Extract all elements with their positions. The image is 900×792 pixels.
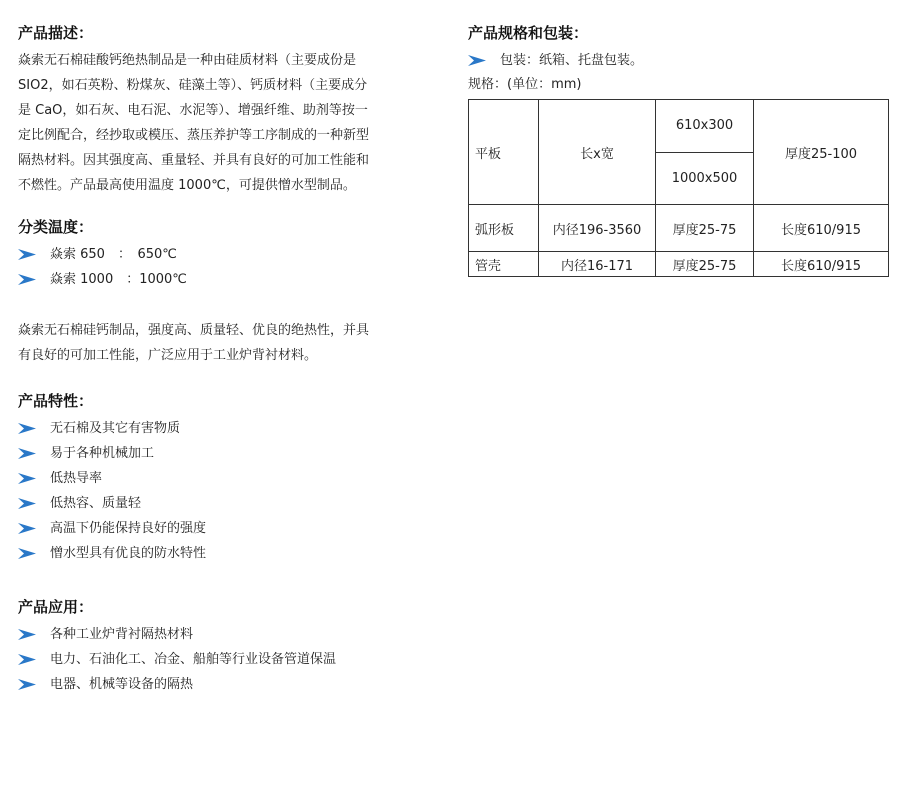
chevron-arrow-icon: [18, 274, 36, 285]
list-item: 憎水型具有优良的防水特性: [18, 541, 418, 566]
table-cell: 弧形板: [469, 205, 539, 252]
description-line: 隔热材料。因其强度高、重量轻、并具有良好的可加工性能和: [18, 153, 370, 168]
table-cell: 平板: [469, 100, 539, 205]
description-title: 产品描述：: [18, 24, 94, 42]
table-cell: 管壳: [469, 252, 539, 277]
chevron-arrow-icon: [18, 679, 36, 690]
table-cell: 内径16-171: [539, 252, 656, 277]
description-line: SIO2，如石英粉、粉煤灰、硅藻土等）、钙质材料（主要成分: [18, 78, 368, 93]
spec-unit-label: 规格：(单位：mm): [468, 77, 582, 92]
left-column: [18, 18, 418, 697]
list-item: 高温下仍能保持良好的强度: [18, 516, 418, 541]
list-item: 低热导率: [18, 466, 418, 491]
chevron-arrow-icon: [18, 249, 36, 260]
list-item: 低热容、质量轻: [18, 491, 418, 516]
chevron-arrow-icon: [18, 654, 36, 665]
table-cell: 长度610/915: [754, 205, 889, 252]
note-line: 焱索无石棉硅钙制品，强度高、质量轻、优良的绝热性，并具: [18, 323, 370, 338]
table-cell: 610x300: [656, 100, 754, 153]
table-row: [469, 252, 889, 277]
temperature-title: 分类温度：: [18, 218, 94, 236]
table-row: [469, 100, 889, 153]
table-cell: 长度610/915: [754, 252, 889, 277]
list-item: 焱索 1000 ：1000℃: [18, 267, 418, 292]
applications-list: [18, 622, 418, 697]
list-item: 电器、机械等设备的隔热: [18, 672, 418, 697]
list-item: 包装：纸箱、托盘包装。: [468, 48, 888, 73]
chevron-arrow-icon: [18, 629, 36, 640]
features-title: 产品特性：: [18, 392, 94, 410]
temperature-note: [18, 318, 418, 368]
list-item: 各种工业炉背衬隔热材料: [18, 622, 418, 647]
chevron-arrow-icon: [18, 548, 36, 559]
list-item: 电力、石油化工、冶金、船舶等行业设备管道保温: [18, 647, 418, 672]
description-text: [18, 48, 418, 198]
table-cell: 厚度25-100: [754, 100, 889, 205]
description-line: 定比例配合，经抄取或模压、蒸压养护等工序制成的一种新型: [18, 128, 370, 143]
list-item: 无石棉及其它有害物质: [18, 416, 418, 441]
chevron-arrow-icon: [18, 473, 36, 484]
table-cell: 长x宽: [539, 100, 656, 205]
chevron-arrow-icon: [468, 55, 486, 66]
note-line: 有良好的可加工性能，广泛应用于工业炉背衬材料。: [18, 348, 318, 363]
chevron-arrow-icon: [18, 498, 36, 509]
chevron-arrow-icon: [18, 523, 36, 534]
packaging-list: [468, 48, 888, 73]
chevron-arrow-icon: [18, 423, 36, 434]
description-line: 是 CaO，如石灰、电石泥、水泥等）、增强纤维、助剂等按一: [18, 103, 368, 118]
chevron-arrow-icon: [18, 448, 36, 459]
table-cell: 厚度25-75: [656, 252, 754, 277]
list-item: 易于各种机械加工: [18, 441, 418, 466]
spec-table: [468, 99, 889, 277]
applications-title: 产品应用：: [18, 598, 94, 616]
description-line: 焱索无石棉硅酸钙绝热制品是一种由硅质材料（主要成份是: [18, 53, 357, 68]
table-cell: 内径196-3560: [539, 205, 656, 252]
table-cell: 厚度25-75: [656, 205, 754, 252]
temperature-list: [18, 242, 418, 292]
spec-title: 产品规格和包装：: [468, 24, 589, 42]
right-column: [468, 18, 888, 277]
description-line: 不燃性。产品最高使用温度 1000℃，可提供憎水型制品。: [18, 178, 356, 193]
table-cell: 1000x500: [656, 152, 754, 205]
table-row: [469, 205, 889, 252]
features-list: [18, 416, 418, 566]
list-item: 焱索 650 ： 650℃: [18, 242, 418, 267]
